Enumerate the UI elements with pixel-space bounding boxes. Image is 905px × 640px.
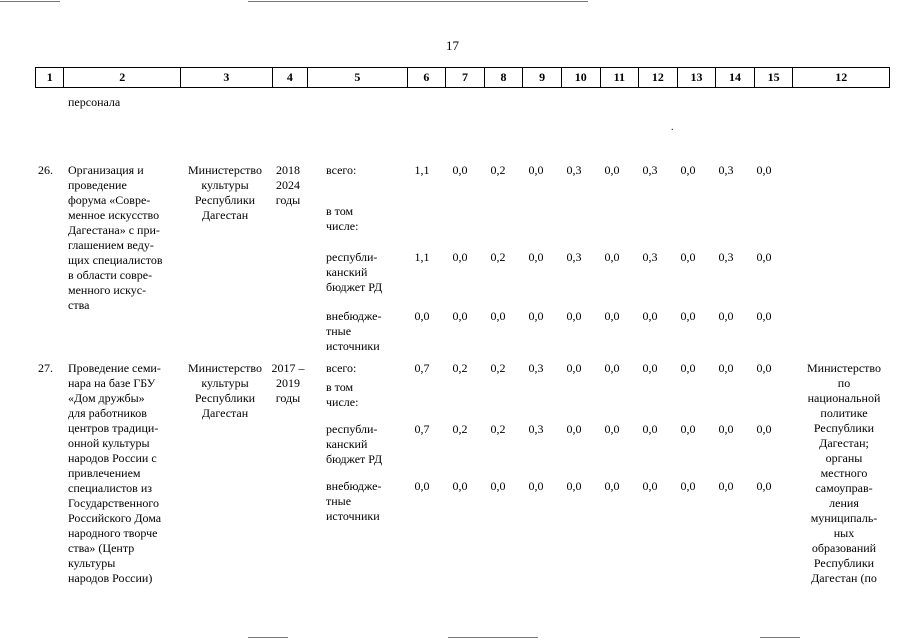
funding-source-line: источники bbox=[326, 339, 380, 353]
funding-source-line: республи- bbox=[326, 250, 378, 264]
co-executor-line: Дагестан (по bbox=[811, 571, 877, 585]
funding-value: 0,7 bbox=[414, 361, 430, 375]
funding-value: 0,0 bbox=[680, 250, 696, 264]
funding-source bbox=[326, 361, 398, 376]
funding-value: 0,7 bbox=[414, 422, 430, 436]
executor-line: Республики bbox=[194, 193, 256, 207]
funding-source-line: тные bbox=[326, 494, 352, 508]
funding-value: 0,2 bbox=[490, 250, 506, 264]
column-number: 15 bbox=[754, 68, 793, 88]
executor bbox=[180, 163, 270, 223]
years-line: 2017 – bbox=[271, 361, 305, 375]
co-executor-line: самоуправ- bbox=[815, 481, 873, 495]
activity-name-line: специалистов из bbox=[68, 481, 152, 495]
top-rule-left bbox=[0, 1, 60, 2]
funding-value: 0,0 bbox=[756, 422, 772, 436]
years bbox=[270, 361, 306, 406]
column-number: 3 bbox=[181, 68, 272, 88]
funding-value: 0,0 bbox=[490, 309, 506, 323]
years-line: годы bbox=[275, 391, 301, 405]
activity-name-line: менное искусство bbox=[68, 208, 160, 222]
years-line: годы bbox=[275, 193, 301, 207]
years-line: 2024 bbox=[276, 178, 300, 192]
funding-value: 1,1 bbox=[414, 250, 430, 264]
funding-value: 0,0 bbox=[642, 309, 658, 323]
co-executor-line: ных bbox=[833, 526, 855, 540]
column-number: 1 bbox=[36, 68, 64, 88]
funding-value: 0,0 bbox=[452, 163, 468, 177]
funding-source-line: всего: bbox=[326, 163, 357, 177]
funding-value: 0,0 bbox=[604, 361, 620, 375]
funding-value: 0,3 bbox=[566, 163, 582, 177]
funding-source bbox=[326, 163, 398, 178]
top-rule-right bbox=[248, 1, 588, 2]
column-number: 5 bbox=[308, 68, 408, 88]
column-number: 2 bbox=[64, 68, 181, 88]
funding-source-line: источники bbox=[326, 509, 380, 523]
co-executor-line: Министерство bbox=[807, 361, 881, 375]
funding-source-line: республи- bbox=[326, 422, 378, 436]
co-executor bbox=[799, 361, 889, 586]
co-executor-line: по bbox=[837, 376, 851, 390]
funding-value: 0,0 bbox=[680, 479, 696, 493]
funding-value: 0,3 bbox=[566, 250, 582, 264]
funding-value: 0,3 bbox=[528, 361, 544, 375]
column-number: 6 bbox=[407, 68, 446, 88]
activity-name-line: Организация и bbox=[68, 163, 144, 177]
co-executor-line: Республики bbox=[813, 556, 875, 570]
page-number: 17 bbox=[446, 38, 459, 53]
funding-value: 0,0 bbox=[642, 422, 658, 436]
co-executor-line: политике bbox=[820, 406, 868, 420]
funding-source-line: всего: bbox=[326, 361, 357, 375]
funding-source bbox=[326, 250, 398, 295]
column-number: 12 bbox=[793, 68, 890, 88]
funding-source-line: бюджет РД bbox=[326, 452, 383, 466]
column-header-row bbox=[35, 67, 890, 88]
funding-value: 0,0 bbox=[680, 361, 696, 375]
years-line: 2018 bbox=[276, 163, 300, 177]
column-number: 7 bbox=[446, 68, 485, 88]
funding-value: 0,0 bbox=[528, 309, 544, 323]
funding-source-line: внебюдже- bbox=[326, 479, 382, 493]
activity-name-line: «Дом дружбы» bbox=[68, 391, 145, 405]
funding-source-line: канский bbox=[326, 437, 368, 451]
funding-value: 0,0 bbox=[566, 422, 582, 436]
executor-line: Республики bbox=[194, 391, 256, 405]
scan-speck: . bbox=[671, 122, 674, 133]
column-number: 4 bbox=[272, 68, 308, 88]
bottom-rule-left bbox=[248, 637, 288, 638]
executor-line: культуры bbox=[201, 178, 249, 192]
activity-name-line: Российского Дома bbox=[68, 511, 162, 525]
funding-value: 0,0 bbox=[452, 479, 468, 493]
funding-value: 0,0 bbox=[604, 479, 620, 493]
funding-value: 0,0 bbox=[642, 479, 658, 493]
activity-name-line: проведение bbox=[68, 178, 127, 192]
activity-name-line: народов России) bbox=[68, 571, 153, 585]
funding-value: 0,0 bbox=[566, 479, 582, 493]
activity-name-line: форума «Совре- bbox=[68, 193, 151, 207]
activity-name-line: онной культуры bbox=[68, 436, 150, 450]
funding-value: 0,3 bbox=[718, 163, 734, 177]
column-number: 13 bbox=[677, 68, 716, 88]
funding-value: 0,0 bbox=[642, 361, 658, 375]
activity-name-line: ства» (Центр bbox=[68, 541, 135, 555]
funding-value: 0,0 bbox=[718, 422, 734, 436]
activity-name-line: Государственного bbox=[68, 496, 159, 510]
funding-value: 0,3 bbox=[528, 422, 544, 436]
bottom-rule-mid bbox=[448, 637, 538, 638]
funding-value: 0,0 bbox=[528, 479, 544, 493]
activity-name-line: щих специалистов bbox=[68, 253, 163, 267]
activity-name-line: менного искус- bbox=[68, 283, 147, 297]
activity-name-line: ства bbox=[68, 298, 90, 312]
funding-value: 0,0 bbox=[718, 479, 734, 493]
column-number: 10 bbox=[561, 68, 600, 88]
activity-name-line: центров традици- bbox=[68, 421, 159, 435]
funding-value: 0,0 bbox=[566, 361, 582, 375]
funding-value: 0,0 bbox=[604, 250, 620, 264]
funding-source-line: в том bbox=[326, 380, 354, 394]
column-number: 8 bbox=[484, 68, 523, 88]
funding-value: 0,2 bbox=[490, 422, 506, 436]
funding-value: 0,0 bbox=[490, 479, 506, 493]
column-number: 12 bbox=[639, 68, 678, 88]
co-executor-line: муниципаль- bbox=[810, 511, 878, 525]
funding-value: 0,2 bbox=[452, 422, 468, 436]
funding-value: 0,0 bbox=[756, 361, 772, 375]
funding-source bbox=[326, 380, 398, 410]
co-executor-line: органы bbox=[825, 451, 863, 465]
funding-value: 0,0 bbox=[718, 361, 734, 375]
funding-source-line: числе: bbox=[326, 219, 359, 233]
co-executor-line: Дагестан; bbox=[819, 436, 869, 450]
activity-name-line: культуры bbox=[68, 556, 116, 570]
column-number: 14 bbox=[716, 68, 755, 88]
funding-value: 0,0 bbox=[680, 422, 696, 436]
co-executor-line: ления bbox=[829, 496, 859, 510]
bottom-rule-right bbox=[760, 637, 800, 638]
funding-source-line: канский bbox=[326, 265, 368, 279]
funding-source bbox=[326, 479, 398, 524]
co-executor-line: национальной bbox=[807, 391, 881, 405]
years-line: 2019 bbox=[276, 376, 300, 390]
activity-name-line: в области совре- bbox=[68, 268, 153, 282]
funding-value: 0,2 bbox=[452, 361, 468, 375]
funding-source bbox=[326, 422, 398, 467]
row-number: 26. bbox=[38, 163, 53, 177]
funding-source-line: числе: bbox=[326, 395, 359, 409]
funding-source-line: бюджет РД bbox=[326, 280, 383, 294]
funding-value: 0,0 bbox=[414, 309, 430, 323]
continued-text: персонала bbox=[68, 95, 121, 109]
funding-source-line: в том bbox=[326, 204, 354, 218]
funding-value: 0,0 bbox=[528, 250, 544, 264]
funding-value: 0,0 bbox=[604, 309, 620, 323]
co-executor-line: образований bbox=[811, 541, 877, 555]
years bbox=[270, 163, 306, 208]
activity-name-line: для работников bbox=[68, 406, 147, 420]
executor-line: Дагестан bbox=[201, 208, 249, 222]
executor bbox=[180, 361, 270, 421]
funding-value: 0,0 bbox=[756, 250, 772, 264]
column-number: 9 bbox=[523, 68, 562, 88]
funding-value: 0,3 bbox=[642, 250, 658, 264]
funding-source bbox=[326, 204, 398, 234]
activity-name-line: народов России с bbox=[68, 451, 157, 465]
funding-value: 0,0 bbox=[452, 250, 468, 264]
funding-value: 0,0 bbox=[756, 479, 772, 493]
activity-name bbox=[68, 361, 180, 586]
funding-value: 0,0 bbox=[604, 163, 620, 177]
funding-value: 0,0 bbox=[452, 309, 468, 323]
activity-name-line: Дагестана» с при- bbox=[68, 223, 160, 237]
funding-source bbox=[326, 309, 398, 354]
funding-value: 0,0 bbox=[414, 479, 430, 493]
funding-value: 0,0 bbox=[680, 163, 696, 177]
funding-value: 0,2 bbox=[490, 163, 506, 177]
activity-name bbox=[68, 163, 180, 313]
co-executor-line: Республики bbox=[813, 421, 875, 435]
activity-name-line: Проведение семи- bbox=[68, 361, 161, 375]
funding-source-line: тные bbox=[326, 324, 352, 338]
funding-value: 0,2 bbox=[490, 361, 506, 375]
funding-value: 0,0 bbox=[756, 309, 772, 323]
funding-source-line: внебюдже- bbox=[326, 309, 382, 323]
activity-name-line: привлечением bbox=[68, 466, 141, 480]
activity-name-line: народного творче bbox=[68, 526, 158, 540]
funding-value: 0,0 bbox=[528, 163, 544, 177]
executor-line: Министерство bbox=[188, 361, 262, 375]
column-number: 11 bbox=[600, 68, 639, 88]
funding-value: 0,0 bbox=[566, 309, 582, 323]
row-number: 27. bbox=[38, 361, 53, 375]
funding-value: 0,0 bbox=[756, 163, 772, 177]
executor-line: культуры bbox=[201, 376, 249, 390]
funding-value: 0,0 bbox=[718, 309, 734, 323]
executor-line: Дагестан bbox=[201, 406, 249, 420]
funding-value: 0,0 bbox=[604, 422, 620, 436]
executor-line: Министерство bbox=[188, 163, 262, 177]
funding-value: 0,3 bbox=[642, 163, 658, 177]
funding-value: 0,0 bbox=[680, 309, 696, 323]
activity-name-line: глашением веду- bbox=[68, 238, 154, 252]
funding-value: 0,3 bbox=[718, 250, 734, 264]
funding-value: 1,1 bbox=[414, 163, 430, 177]
activity-name-line: нара на базе ГБУ bbox=[68, 376, 156, 390]
co-executor-line: местного bbox=[820, 466, 868, 480]
